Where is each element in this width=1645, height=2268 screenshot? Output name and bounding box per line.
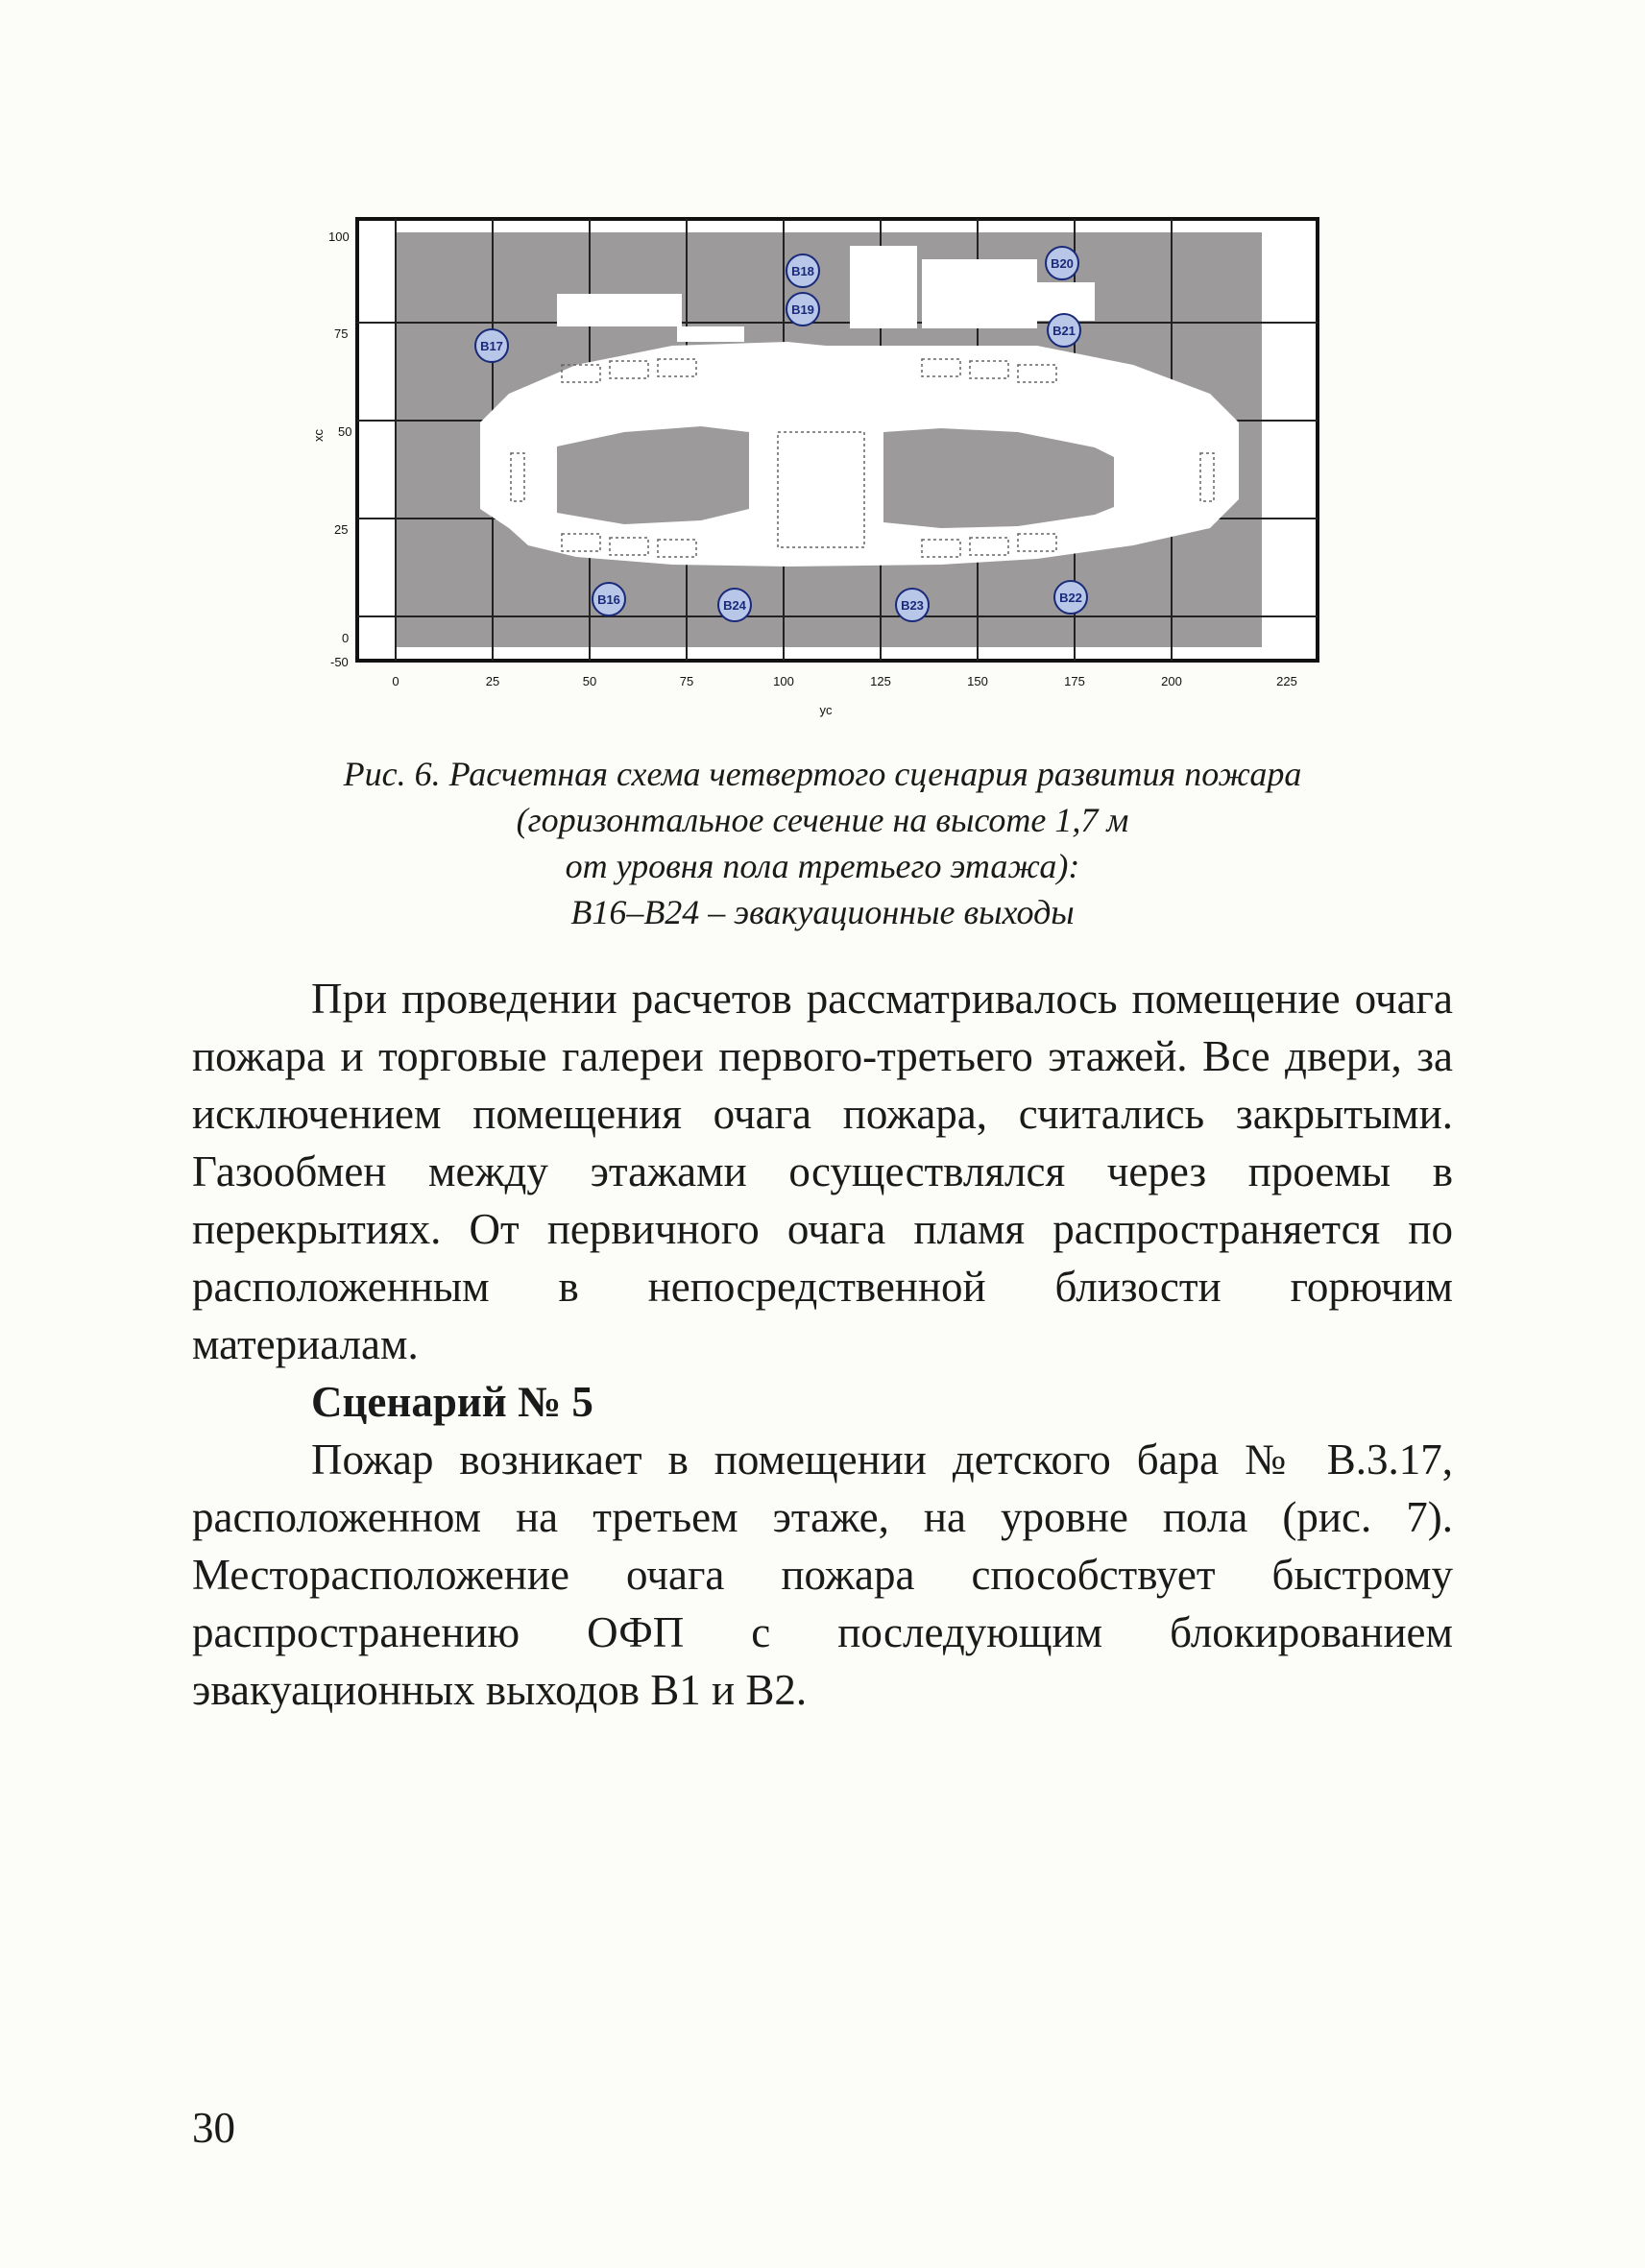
fire-scenario-figure	[288, 202, 1325, 739]
paragraph: При проведении расчетов рассматривалось помещение очага пожара и торговые галереи первого-третьего этажей. Все двери, за исключением помещения очага пожара, считались закрытыми. Газообмен между этажами осуществлялся через проемы в перекрытиях. От первичного очага пламя распространяется по расположенным в непосредственной близости горючим материалам.	[192, 975, 1453, 1368]
paragraph: Пожар возникает в помещении детского бара № В.3.17, расположенном на третьем этаже, на уровне пола (рис. 7). Месторасположение очага пожара способствует быстрому распространению ОФП с последующим блокированием эвакуационных выходов В1 и В2.	[192, 1436, 1453, 1714]
exit-label-b23: B23	[901, 598, 924, 613]
caption-line: Рис. 6. Расчетная схема четвертого сценария развития пожара	[343, 755, 1302, 793]
exit-label-b16: B16	[597, 592, 620, 607]
y-tick: 100	[328, 229, 350, 244]
y-tick: 0	[342, 631, 350, 645]
exit-label-b17: B17	[480, 339, 503, 353]
exit-marker-b16	[593, 583, 625, 615]
exit-marker-b22	[1054, 581, 1087, 614]
body-text	[192, 970, 1453, 1719]
x-tick: 0	[392, 674, 399, 688]
exit-marker-b23	[896, 589, 929, 621]
exit-label-b21: B21	[1052, 324, 1076, 338]
y-axis-ticks	[328, 229, 351, 669]
x-tick: 75	[679, 674, 694, 688]
exit-marker-b21	[1048, 314, 1080, 347]
y-tick: 50	[338, 424, 352, 439]
x-tick: 150	[967, 674, 988, 688]
exit-marker-b24	[718, 589, 751, 621]
figure-caption	[192, 751, 1453, 935]
x-axis-ticks	[392, 674, 1296, 688]
x-tick: 125	[870, 674, 891, 688]
x-tick: 225	[1276, 674, 1297, 688]
section-heading: Сценарий № 5	[311, 1378, 593, 1426]
exit-label-b19: B19	[791, 302, 814, 317]
y-tick: 25	[334, 522, 349, 537]
floor-plan-diagram	[288, 202, 1325, 739]
exit-marker-b19	[786, 293, 819, 326]
x-tick: 100	[773, 674, 794, 688]
exit-label-b18: B18	[791, 264, 814, 278]
caption-line: от уровня пола третьего этажа):	[565, 847, 1080, 885]
caption-line: (горизонтальное сечение на высоте 1,7 м	[516, 801, 1129, 839]
y-tick: 75	[334, 326, 349, 341]
x-tick: 25	[485, 674, 500, 688]
exit-marker-b18	[786, 254, 819, 287]
exit-marker-b17	[475, 329, 508, 362]
caption-line: В16–В24 – эвакуационные выходы	[570, 893, 1075, 931]
x-tick: 200	[1161, 674, 1182, 688]
left-atrium	[557, 426, 749, 524]
exit-label-b22: B22	[1059, 591, 1082, 605]
x-tick: 50	[582, 674, 597, 688]
exit-label-b20: B20	[1051, 256, 1074, 271]
exit-label-b24: B24	[723, 598, 746, 613]
x-tick: 175	[1064, 674, 1085, 688]
y-tick: -50	[330, 655, 349, 669]
page-number: 30	[192, 2104, 235, 2152]
x-axis-label: yc	[819, 703, 833, 717]
y-axis-label: xc	[311, 429, 326, 442]
exit-marker-b20	[1046, 247, 1078, 279]
